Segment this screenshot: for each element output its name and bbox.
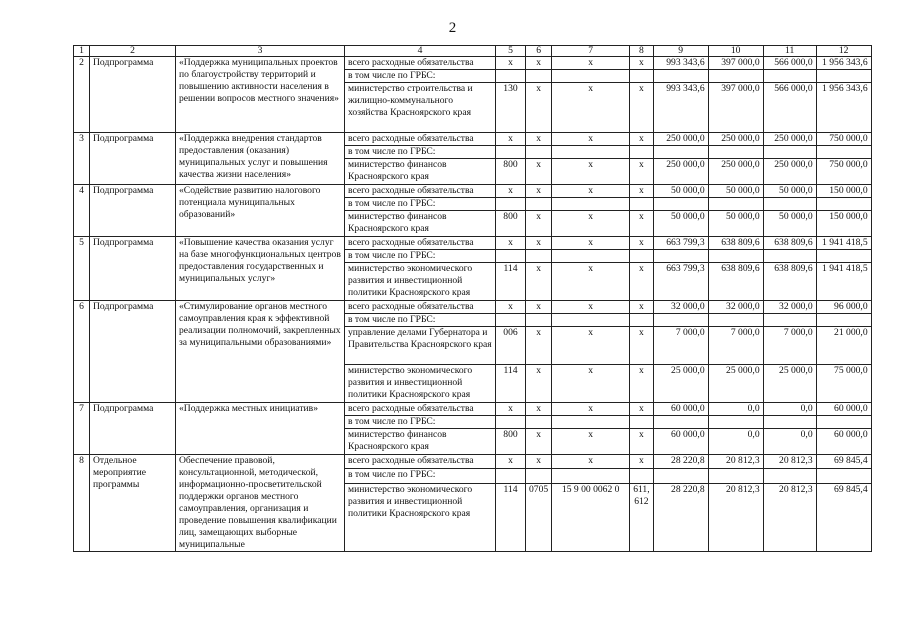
expense-type: х (630, 83, 653, 133)
program-name: «Содействие развитию налогового потенциала муниципальных образований» (176, 185, 345, 237)
amount-cell: 96 000,0 (816, 301, 871, 314)
target-code: х (552, 365, 630, 403)
table-row (74, 57, 872, 70)
grbs-code: 006 (496, 327, 526, 365)
cell-x: х (496, 455, 526, 469)
target-code: х (552, 327, 630, 365)
amount-cell: 25 000,0 (763, 365, 816, 403)
empty-cell (763, 416, 816, 429)
empty-cell (763, 70, 816, 83)
empty-cell (552, 70, 630, 83)
grbs-code: 800 (496, 211, 526, 237)
amount-cell: 0,0 (708, 403, 763, 416)
row-number: 3 (74, 133, 90, 185)
amount-cell: 7 000,0 (653, 327, 708, 365)
amount-cell: 60 000,0 (816, 403, 871, 416)
amount-cell: 750 000,0 (816, 159, 871, 185)
column-header: 3 (176, 46, 345, 57)
expense-type: х (630, 327, 653, 365)
cell-x: х (552, 403, 630, 416)
grbs-name: министерство финансов Красноярского края (345, 211, 496, 237)
empty-cell (816, 198, 871, 211)
amount-cell: 397 000,0 (708, 83, 763, 133)
column-number-row (74, 46, 872, 57)
amount-cell: 20 812,3 (708, 483, 763, 551)
cell-x: х (552, 57, 630, 70)
table-row (74, 455, 872, 469)
empty-cell (763, 314, 816, 327)
grbs-label: в том числе по ГРБС: (345, 469, 496, 483)
expense-type: х (630, 429, 653, 455)
grbs-name: министерство экономического развития и инвестиционной политики Красноярского края (345, 365, 496, 403)
grbs-code: 800 (496, 429, 526, 455)
program-name: «Повышение качества оказания услуг на базе многофункциональных центров предоставления государственных и муниципальных услуг» (176, 237, 345, 301)
amount-cell: 150 000,0 (816, 211, 871, 237)
empty-cell (763, 198, 816, 211)
grbs-code: 114 (496, 483, 526, 551)
amount-cell: 638 809,6 (708, 263, 763, 301)
cell-x: х (552, 185, 630, 198)
grbs-name: министерство финансов Красноярского края (345, 159, 496, 185)
amount-cell: 0,0 (708, 429, 763, 455)
cell-x: х (526, 185, 552, 198)
amount-cell: 638 809,6 (708, 237, 763, 250)
amount-cell: 1 941 418,5 (816, 263, 871, 301)
column-header: 6 (526, 46, 552, 57)
section-code: х (526, 263, 552, 301)
budget-table (73, 45, 872, 552)
empty-cell (816, 416, 871, 429)
section-code: 0705 (526, 483, 552, 551)
row-type: Подпрограмма (90, 57, 176, 133)
grbs-name: министерство экономического развития и инвестиционной политики Красноярского края (345, 483, 496, 551)
empty-cell (526, 146, 552, 159)
empty-cell (496, 146, 526, 159)
amount-cell: 50 000,0 (763, 185, 816, 198)
empty-cell (816, 146, 871, 159)
empty-cell (552, 146, 630, 159)
empty-cell (552, 198, 630, 211)
grbs-name: министерство экономического развития и инвестиционной политики Красноярского края (345, 263, 496, 301)
cell-x: х (496, 57, 526, 70)
amount-cell: 20 812,3 (708, 455, 763, 469)
cell-x: х (526, 237, 552, 250)
program-name: «Поддержка внедрения стандартов предоставления (оказания) муниципальных услуг и повышения качества жизни населения» (176, 133, 345, 185)
column-header: 11 (763, 46, 816, 57)
amount-cell: 250 000,0 (708, 159, 763, 185)
grbs-label: в том числе по ГРБС: (345, 198, 496, 211)
amount-cell: 0,0 (763, 429, 816, 455)
empty-cell (653, 198, 708, 211)
total-label: всего расходные обязательства (345, 185, 496, 198)
empty-cell (630, 469, 653, 483)
cell-x: х (630, 57, 653, 70)
amount-cell: 28 220,8 (653, 483, 708, 551)
cell-x: х (552, 237, 630, 250)
empty-cell (496, 198, 526, 211)
amount-cell: 69 845,4 (816, 455, 871, 469)
cell-x: х (630, 185, 653, 198)
row-number: 4 (74, 185, 90, 237)
grbs-label: в том числе по ГРБС: (345, 314, 496, 327)
section-code: х (526, 159, 552, 185)
amount-cell: 25 000,0 (653, 365, 708, 403)
amount-cell: 250 000,0 (653, 133, 708, 146)
target-code: х (552, 429, 630, 455)
amount-cell: 32 000,0 (763, 301, 816, 314)
empty-cell (526, 416, 552, 429)
row-number: 2 (74, 57, 90, 133)
program-name: Обеспечение правовой, консультационной, методической, информационно-просветительской поддержки органов местного самоуправления, организация и проведение повышения квалификации лиц, замещающих выборные муниципальные (176, 455, 345, 552)
amount-cell: 750 000,0 (816, 133, 871, 146)
empty-cell (653, 250, 708, 263)
amount-cell: 28 220,8 (653, 455, 708, 469)
column-header: 7 (552, 46, 630, 57)
grbs-code: 130 (496, 83, 526, 133)
cell-x: х (526, 133, 552, 146)
cell-x: х (630, 455, 653, 469)
cell-x: х (496, 237, 526, 250)
empty-cell (496, 416, 526, 429)
grbs-code: 114 (496, 263, 526, 301)
grbs-label: в том числе по ГРБС: (345, 250, 496, 263)
cell-x: х (496, 301, 526, 314)
empty-cell (763, 469, 816, 483)
section-code: х (526, 83, 552, 133)
empty-cell (653, 416, 708, 429)
empty-cell (552, 469, 630, 483)
amount-cell: 75 000,0 (816, 365, 871, 403)
amount-cell: 0,0 (763, 403, 816, 416)
empty-cell (816, 70, 871, 83)
cell-x: х (630, 403, 653, 416)
grbs-label: в том числе по ГРБС: (345, 146, 496, 159)
empty-cell (630, 314, 653, 327)
target-code: 15 9 00 0062 0 (552, 483, 630, 551)
grbs-label: в том числе по ГРБС: (345, 70, 496, 83)
amount-cell: 60 000,0 (653, 429, 708, 455)
cell-x: х (552, 301, 630, 314)
row-type: Подпрограмма (90, 133, 176, 185)
amount-cell: 60 000,0 (653, 403, 708, 416)
empty-cell (708, 416, 763, 429)
amount-cell: 397 000,0 (708, 57, 763, 70)
section-code: х (526, 211, 552, 237)
amount-cell: 1 956 343,6 (816, 57, 871, 70)
empty-cell (552, 250, 630, 263)
amount-cell: 20 812,3 (763, 483, 816, 551)
amount-cell: 993 343,6 (653, 83, 708, 133)
empty-cell (552, 416, 630, 429)
amount-cell: 663 799,3 (653, 263, 708, 301)
amount-cell: 7 000,0 (708, 327, 763, 365)
amount-cell: 993 343,6 (653, 57, 708, 70)
column-header: 8 (630, 46, 653, 57)
grbs-name: министерство финансов Красноярского края (345, 429, 496, 455)
empty-cell (526, 469, 552, 483)
empty-cell (816, 314, 871, 327)
column-header: 10 (708, 46, 763, 57)
amount-cell: 1 941 418,5 (816, 237, 871, 250)
empty-cell (630, 198, 653, 211)
expense-type: х (630, 159, 653, 185)
empty-cell (630, 416, 653, 429)
program-name: «Стимулирование органов местного самоуправления края к эффективной реализации полномочий, закрепленных за муниципальными образованиями» (176, 301, 345, 403)
amount-cell: 7 000,0 (763, 327, 816, 365)
empty-cell (526, 70, 552, 83)
row-type: Подпрограмма (90, 237, 176, 301)
empty-cell (708, 314, 763, 327)
total-label: всего расходные обязательства (345, 455, 496, 469)
empty-cell (653, 314, 708, 327)
amount-cell: 50 000,0 (763, 211, 816, 237)
empty-cell (526, 314, 552, 327)
total-label: всего расходные обязательства (345, 133, 496, 146)
cell-x: х (496, 185, 526, 198)
cell-x: х (526, 455, 552, 469)
grbs-label: в том числе по ГРБС: (345, 416, 496, 429)
cell-x: х (630, 133, 653, 146)
amount-cell: 32 000,0 (653, 301, 708, 314)
amount-cell: 250 000,0 (708, 133, 763, 146)
grbs-name: управление делами Губернатора и Правительства Красноярского края (345, 327, 496, 365)
empty-cell (816, 250, 871, 263)
table-body (74, 57, 872, 552)
table-row (74, 301, 872, 314)
empty-cell (496, 70, 526, 83)
table-row (74, 403, 872, 416)
table-row (74, 237, 872, 250)
expense-type: х (630, 365, 653, 403)
column-header: 12 (816, 46, 871, 57)
column-header: 5 (496, 46, 526, 57)
total-label: всего расходные обязательства (345, 301, 496, 314)
total-label: всего расходные обязательства (345, 403, 496, 416)
row-type: Подпрограмма (90, 301, 176, 403)
empty-cell (763, 146, 816, 159)
cell-x: х (552, 455, 630, 469)
cell-x: х (630, 237, 653, 250)
cell-x: х (630, 301, 653, 314)
grbs-name: министерство строительства и жилищно-коммунального хозяйства Красноярского края (345, 83, 496, 133)
cell-x: х (496, 403, 526, 416)
row-number: 5 (74, 237, 90, 301)
empty-cell (708, 146, 763, 159)
amount-cell: 638 809,6 (763, 263, 816, 301)
amount-cell: 566 000,0 (763, 57, 816, 70)
table-row (74, 185, 872, 198)
cell-x: х (526, 57, 552, 70)
column-header: 2 (90, 46, 176, 57)
row-type: Подпрограмма (90, 185, 176, 237)
empty-cell (526, 198, 552, 211)
amount-cell: 250 000,0 (763, 133, 816, 146)
empty-cell (496, 314, 526, 327)
amount-cell: 566 000,0 (763, 83, 816, 133)
row-number: 8 (74, 455, 90, 552)
target-code: х (552, 263, 630, 301)
amount-cell: 250 000,0 (653, 159, 708, 185)
empty-cell (708, 198, 763, 211)
empty-cell (526, 250, 552, 263)
section-code: х (526, 429, 552, 455)
amount-cell: 638 809,6 (763, 237, 816, 250)
row-number: 6 (74, 301, 90, 403)
target-code: х (552, 211, 630, 237)
expense-type: х (630, 263, 653, 301)
cell-x: х (526, 403, 552, 416)
cell-x: х (552, 133, 630, 146)
row-type: Подпрограмма (90, 403, 176, 455)
grbs-code: 800 (496, 159, 526, 185)
program-name: «Поддержка местных инициатив» (176, 403, 345, 455)
amount-cell: 1 956 343,6 (816, 83, 871, 133)
empty-cell (630, 146, 653, 159)
empty-cell (630, 70, 653, 83)
amount-cell: 250 000,0 (763, 159, 816, 185)
empty-cell (763, 250, 816, 263)
cell-x: х (526, 301, 552, 314)
amount-cell: 50 000,0 (653, 211, 708, 237)
section-code: х (526, 365, 552, 403)
target-code: х (552, 83, 630, 133)
section-code: х (526, 327, 552, 365)
amount-cell: 663 799,3 (653, 237, 708, 250)
column-header: 4 (345, 46, 496, 57)
program-name: «Поддержка муниципальных проектов по благоустройству территорий и повышению активности населения в решении вопросов местного значения» (176, 57, 345, 133)
empty-cell (708, 70, 763, 83)
column-header: 9 (653, 46, 708, 57)
target-code: х (552, 159, 630, 185)
expense-type: х (630, 211, 653, 237)
empty-cell (630, 250, 653, 263)
total-label: всего расходные обязательства (345, 237, 496, 250)
empty-cell (496, 250, 526, 263)
expense-type: 611, 612 (630, 483, 653, 551)
empty-cell (816, 469, 871, 483)
amount-cell: 25 000,0 (708, 365, 763, 403)
empty-cell (653, 70, 708, 83)
amount-cell: 69 845,4 (816, 483, 871, 551)
amount-cell: 21 000,0 (816, 327, 871, 365)
total-label: всего расходные обязательства (345, 57, 496, 70)
cell-x: х (496, 133, 526, 146)
amount-cell: 32 000,0 (708, 301, 763, 314)
row-number: 7 (74, 403, 90, 455)
empty-cell (496, 469, 526, 483)
amount-cell: 20 812,3 (763, 455, 816, 469)
amount-cell: 50 000,0 (653, 185, 708, 198)
amount-cell: 50 000,0 (708, 185, 763, 198)
empty-cell (708, 469, 763, 483)
empty-cell (653, 469, 708, 483)
amount-cell: 60 000,0 (816, 429, 871, 455)
table-row (74, 133, 872, 146)
amount-cell: 150 000,0 (816, 185, 871, 198)
page-number: 2 (448, 20, 457, 36)
row-type: Отдельное мероприятие программы (90, 455, 176, 552)
empty-cell (552, 314, 630, 327)
amount-cell: 50 000,0 (708, 211, 763, 237)
column-header: 1 (74, 46, 90, 57)
empty-cell (708, 250, 763, 263)
empty-cell (653, 146, 708, 159)
grbs-code: 114 (496, 365, 526, 403)
